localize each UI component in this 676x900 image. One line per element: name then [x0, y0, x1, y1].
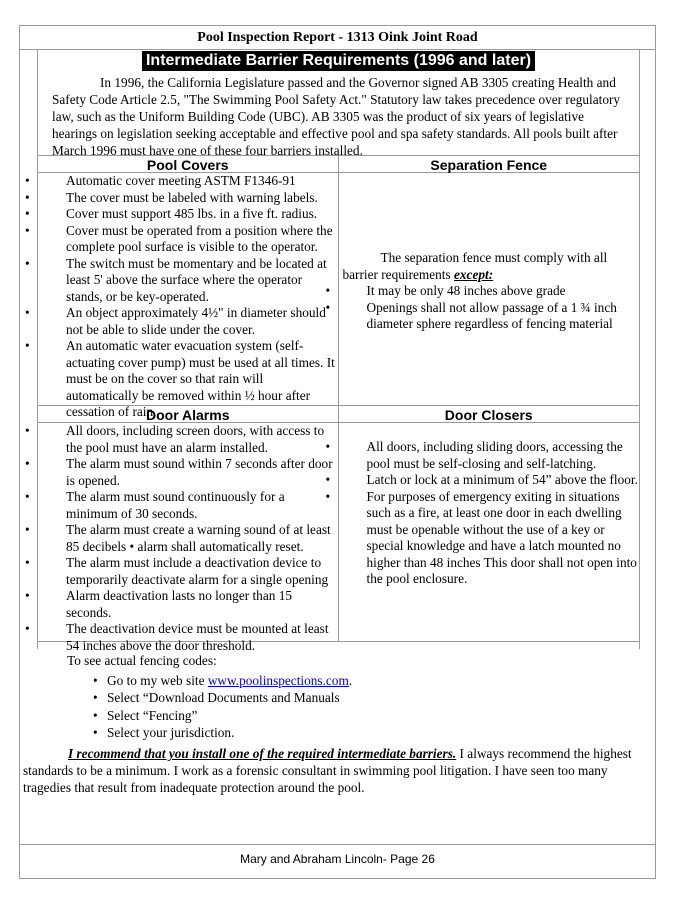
door-closers-list	[343, 439, 640, 588]
codes-step: Select “Fencing”	[107, 707, 198, 723]
list-item: • Openings shall not allow passage of a 1 ¾ inch diameter sphere regardless of fencing material	[343, 300, 640, 333]
list-item: • Cover must be operated from a position where the complete pool surface is visible to the operator.	[42, 223, 338, 256]
separation-fence-heading: Separation Fence	[339, 155, 640, 173]
list-item: • The deactivation device must be mounted at least 54 inches above the door threshold.	[42, 621, 338, 654]
footer-rule	[20, 844, 655, 845]
recommendation-paragraph	[23, 745, 643, 796]
recommend-emphasis: I recommend that you install one of the required intermediate barriers.	[68, 746, 457, 761]
list-item: • An object approximately 4½" in diameter should not be able to slide under the cover.	[42, 305, 338, 338]
list-item: • For purposes of emergency exiting in situations such as a fire, at least one door in each dwelling must be openable without the use of a key or special knowledge and have a latch mounted no higher than 48 inches This door shall not open into the pool enclosure.	[343, 489, 640, 588]
page-footer: Mary and Abraham Lincoln- Page 26	[240, 852, 435, 866]
recommend-text: I always recommend the highest standards to be a minimum. I work as a forensic consultant in swimming pool litigation. I have seen too many tragedies that result from inadequate protection around the pool.	[23, 746, 632, 795]
list-item: • The switch must be momentary and be located at least 5' above the surface where the operator stands, or be key-operated.	[42, 256, 338, 306]
list-item: • Automatic cover meeting ASTM F1346-91	[42, 173, 338, 190]
list-item: • Cover must support 485 lbs. in a five ft. radius.	[42, 206, 338, 223]
list-item: • An automatic water evacuation system (self-actuating cover pump) must be used at all times. It must be on the cover so that rain will automatically be removed within ½ hour after cessation of rain.	[42, 338, 338, 421]
door-closers-heading: Door Closers	[339, 405, 640, 423]
pool-covers-heading: Pool Covers	[38, 155, 339, 173]
report-page	[19, 25, 656, 879]
codes-go-prefix: Go to my web site	[107, 672, 208, 688]
list-item: • All doors, including screen doors, with access to the pool must have an alarm installed.	[42, 423, 338, 456]
list-item: • The alarm must create a warning sound of at least 85 decibels • alarm shall automatically reset.	[42, 522, 338, 555]
codes-go-suffix: .	[348, 672, 353, 688]
door-alarms-heading: Door Alarms	[38, 405, 339, 423]
barrier-table	[38, 155, 639, 653]
intro-paragraph	[52, 74, 627, 159]
door-alarms-list	[42, 423, 338, 654]
fence-except: except:	[454, 267, 494, 282]
separation-fence-text	[343, 249, 640, 283]
list-item: • The alarm must include a deactivation device to temporarily deactivate alarm for a single opening	[42, 555, 338, 588]
list-item: • The alarm must sound within 7 seconds after door is opened.	[42, 456, 338, 489]
report-header: Pool Inspection Report - 1313 Oink Joint Road	[20, 26, 655, 50]
pool-covers-list	[42, 173, 338, 421]
fencing-codes: To see actual fencing codes: • Go to my web site www.poolinspections.com. • Select “Download Documents and Manuals • Select “Fencing” • Select your jurisdiction.	[67, 653, 353, 740]
website-link[interactable]: www.poolinspections.com	[207, 672, 349, 688]
section-title: Intermediate Barrier Requirements (1996 and later)	[142, 51, 535, 71]
codes-lead: To see actual fencing codes:	[67, 653, 217, 668]
list-item: • Alarm deactivation lasts no longer than 15 seconds.	[42, 588, 338, 621]
list-item: • It may be only 48 inches above grade	[343, 283, 640, 300]
codes-step: Select your jurisdiction.	[107, 725, 235, 740]
separation-fence-list	[343, 283, 640, 333]
list-item: • All doors, including sliding doors, accessing the pool must be self-closing and self-latching.	[343, 439, 640, 472]
list-item: • Latch or lock at a minimum of 54” above the floor.	[343, 472, 640, 489]
codes-step: Select “Download Documents and Manuals	[107, 690, 340, 705]
list-item: • The cover must be labeled with warning labels.	[42, 190, 338, 207]
list-item: • The alarm must sound continuously for a minimum of 30 seconds.	[42, 489, 338, 522]
fence-lead: The separation fence must comply with all barrier requirements	[342, 250, 608, 282]
barrier-section	[37, 49, 640, 653]
intro-text: In 1996, the California Legislature passed and the Governor signed AB 3305 creating Health and Safety Code Article 2.5, "The Swimming Pool Safety Act." Statutory law takes precedence over regulatory law, such as the Uniform Building Code (UBC). AB 3305 was the product of six years of legislative hearings on legislation seeking acceptable and effective pool and spa safety standards. All pools built after March 1996 must have one of these four barriers installed.	[52, 75, 621, 158]
